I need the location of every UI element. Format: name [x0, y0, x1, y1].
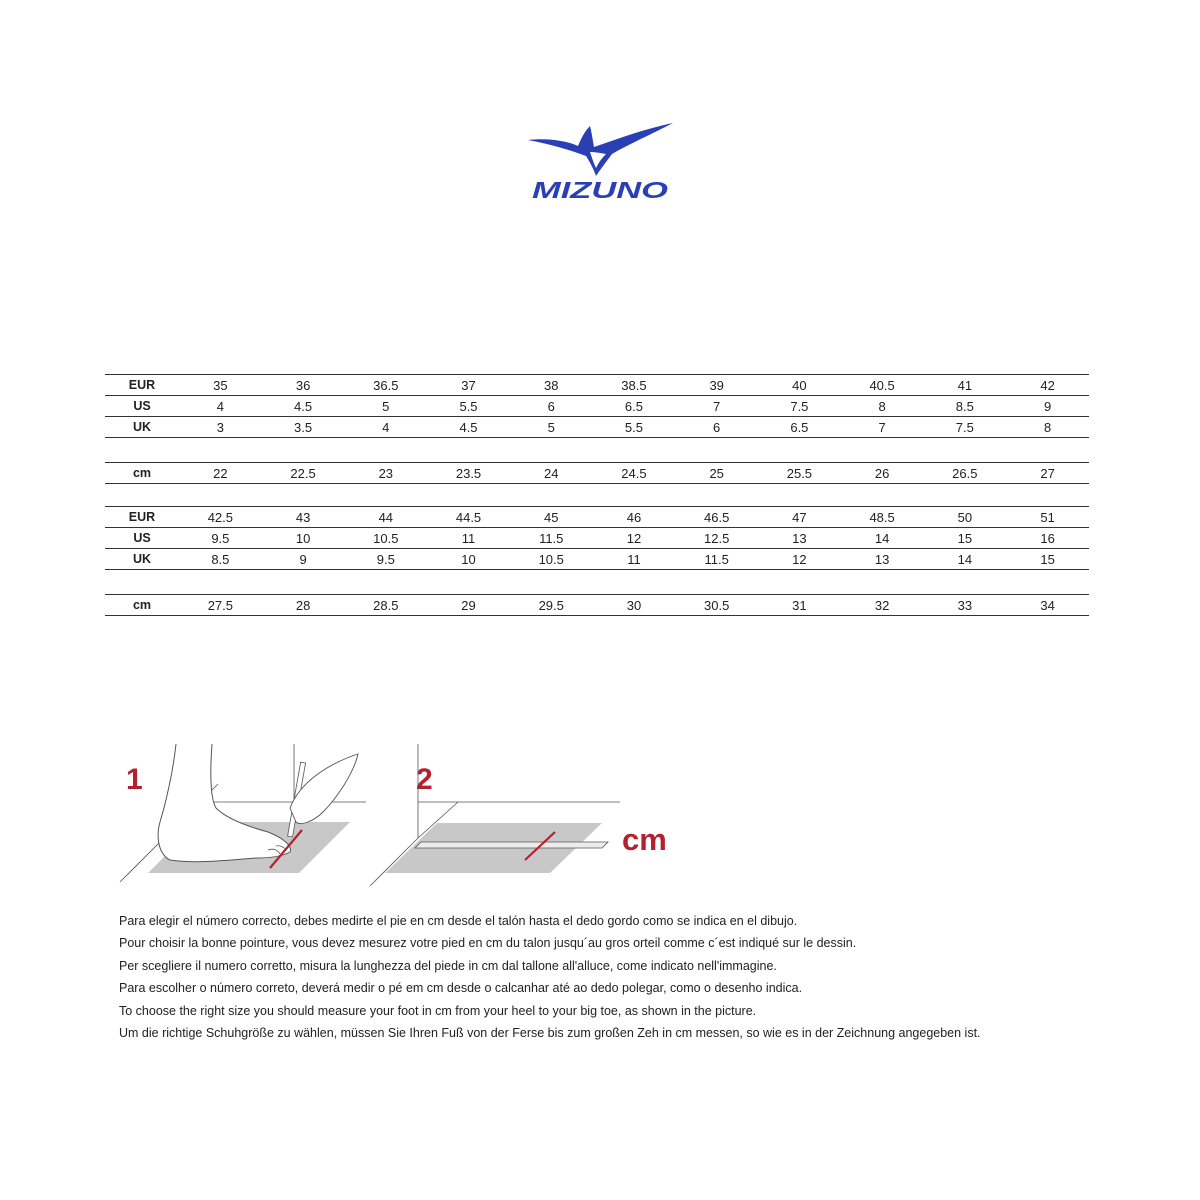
size-cell: 23.5 [427, 463, 510, 484]
size-cell: 28.5 [344, 595, 427, 616]
size-cell: 3.5 [262, 417, 345, 438]
size-cell: 29 [427, 595, 510, 616]
size-cell: 29.5 [510, 595, 593, 616]
size-cell: 10 [262, 528, 345, 549]
step-1-number: 1 [126, 763, 143, 796]
size-cell: 36.5 [344, 375, 427, 396]
size-cell: 7.5 [758, 396, 841, 417]
size-cell: 46.5 [675, 507, 758, 528]
size-cell: 24.5 [593, 463, 676, 484]
size-cell: 8 [841, 396, 924, 417]
size-cell: 41 [923, 375, 1006, 396]
size-cell: 7.5 [923, 417, 1006, 438]
size-cell: 27.5 [179, 595, 262, 616]
instruction-italian: Per scegliere il numero corretto, misura la lunghezza del piede in cm dal tallone all'alluce, come indicato nell'immagine. [119, 958, 777, 973]
size-cell: 40 [758, 375, 841, 396]
size-cell: 42 [1006, 375, 1089, 396]
row-label: UK [105, 549, 179, 570]
row-label: US [105, 396, 179, 417]
size-cell: 11.5 [675, 549, 758, 570]
size-cell: 4 [179, 396, 262, 417]
row-label: EUR [105, 507, 179, 528]
size-cell: 35 [179, 375, 262, 396]
size-cell: 26 [841, 463, 924, 484]
size-cell: 44 [344, 507, 427, 528]
table-row [105, 375, 1089, 396]
foot-measure-icon [118, 742, 380, 892]
size-cell: 4.5 [262, 396, 345, 417]
size-cell: 37 [427, 375, 510, 396]
size-cell: 30 [593, 595, 676, 616]
size-cell: 31 [758, 595, 841, 616]
size-table-small-cm [105, 462, 1089, 484]
size-cell: 5.5 [427, 396, 510, 417]
size-cell: 7 [841, 417, 924, 438]
size-cell: 5 [344, 396, 427, 417]
size-cell: 5 [510, 417, 593, 438]
size-cell: 26.5 [923, 463, 1006, 484]
size-cell: 8.5 [923, 396, 1006, 417]
size-cell: 10.5 [510, 549, 593, 570]
size-cell: 4.5 [427, 417, 510, 438]
size-cell: 9 [1006, 396, 1089, 417]
size-cell: 46 [593, 507, 676, 528]
instruction-german: Um die richtige Schuhgröße zu wählen, müssen Sie Ihren Fuß von der Ferse bis zum großen Zeh in cm messen, so wie es in der Zeichnung angegeben ist. [119, 1026, 981, 1041]
row-label: cm [105, 463, 179, 484]
size-cell: 42.5 [179, 507, 262, 528]
size-cell: 33 [923, 595, 1006, 616]
size-table-large-cm [105, 594, 1089, 616]
instruction-portuguese: Para escolher o número correto, deverá medir o pé em cm desde o calcanhar até ao dedo polegar, como o desenho indica. [119, 981, 803, 996]
size-cell: 8.5 [179, 549, 262, 570]
table-row [105, 463, 1089, 484]
size-cell: 12 [758, 549, 841, 570]
size-cell: 12.5 [675, 528, 758, 549]
size-cell: 13 [758, 528, 841, 549]
size-cell: 5.5 [593, 417, 676, 438]
size-cell: 38.5 [593, 375, 676, 396]
size-table-large-conversions [105, 506, 1089, 570]
table-row [105, 595, 1089, 616]
size-cell: 9.5 [179, 528, 262, 549]
size-cell: 28 [262, 595, 345, 616]
instruction-spanish: Para elegir el número correcto, debes medirte el pie en cm desde el talón hasta el dedo gordo como se indica en el dibujo. [119, 914, 798, 928]
size-cell: 23 [344, 463, 427, 484]
size-cell: 32 [841, 595, 924, 616]
table-row [105, 528, 1089, 549]
runbird-icon [528, 123, 673, 176]
size-cell: 45 [510, 507, 593, 528]
row-label: UK [105, 417, 179, 438]
row-label: US [105, 528, 179, 549]
size-cell: 14 [923, 549, 1006, 570]
measurement-instructions [119, 910, 1119, 1044]
row-label: cm [105, 595, 179, 616]
size-cell: 13 [841, 549, 924, 570]
size-cell: 30.5 [675, 595, 758, 616]
size-cell: 16 [1006, 528, 1089, 549]
table-row [105, 549, 1089, 570]
size-cell: 25 [675, 463, 758, 484]
size-cell: 12 [593, 528, 676, 549]
size-cell: 36 [262, 375, 345, 396]
size-cell: 11 [427, 528, 510, 549]
size-cell: 3 [179, 417, 262, 438]
size-cell: 11 [593, 549, 676, 570]
brand-wordmark: MIZUNO [532, 177, 669, 203]
size-cell: 6.5 [758, 417, 841, 438]
size-cell: 38 [510, 375, 593, 396]
size-cell: 8 [1006, 417, 1089, 438]
size-cell: 34 [1006, 595, 1089, 616]
mizuno-logo [520, 118, 680, 208]
instruction-english: To choose the right size you should measure your foot in cm from your heel to your big toe, as shown in the picture. [119, 1003, 757, 1018]
table-row [105, 417, 1089, 438]
size-cell: 11.5 [510, 528, 593, 549]
size-cell: 22 [179, 463, 262, 484]
size-cell: 9 [262, 549, 345, 570]
instruction-french: Pour choisir la bonne pointure, vous devez mesurez votre pied en cm du talon jusqu´au gros orteil comme c´est indiqué sur le dessin. [119, 936, 857, 951]
size-cell: 6 [675, 417, 758, 438]
cm-unit-label: cm [622, 822, 667, 857]
size-cell: 10 [427, 549, 510, 570]
size-cell: 27 [1006, 463, 1089, 484]
size-cell: 47 [758, 507, 841, 528]
size-cell: 15 [923, 528, 1006, 549]
size-cell: 25.5 [758, 463, 841, 484]
size-cell: 43 [262, 507, 345, 528]
size-cell: 6 [510, 396, 593, 417]
size-cell: 9.5 [344, 549, 427, 570]
size-cell: 48.5 [841, 507, 924, 528]
size-cell: 50 [923, 507, 1006, 528]
size-cell: 6.5 [593, 396, 676, 417]
size-cell: 22.5 [262, 463, 345, 484]
ruler-measure-icon [365, 742, 695, 892]
size-cell: 40.5 [841, 375, 924, 396]
table-row [105, 507, 1089, 528]
size-cell: 39 [675, 375, 758, 396]
size-cell: 24 [510, 463, 593, 484]
step-2-number: 2 [416, 763, 433, 796]
size-cell: 10.5 [344, 528, 427, 549]
size-cell: 14 [841, 528, 924, 549]
size-table-small-conversions [105, 374, 1089, 438]
row-label: EUR [105, 375, 179, 396]
size-cell: 44.5 [427, 507, 510, 528]
size-cell: 15 [1006, 549, 1089, 570]
size-cell: 51 [1006, 507, 1089, 528]
size-cell: 7 [675, 396, 758, 417]
size-cell: 4 [344, 417, 427, 438]
table-row [105, 396, 1089, 417]
